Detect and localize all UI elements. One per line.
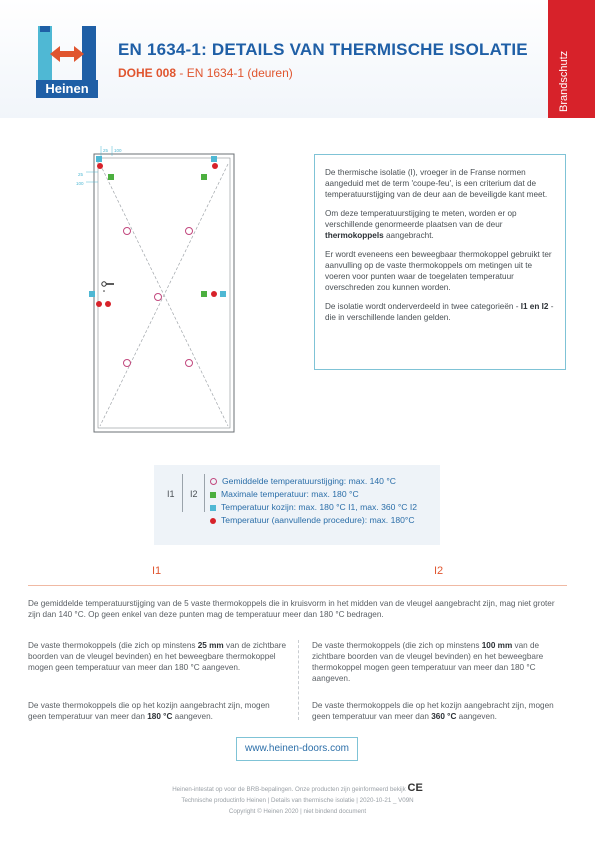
legend-label: Gemiddelde temperatuurstijging: max. 140 °C	[222, 476, 396, 486]
avg-temp-marker	[124, 228, 131, 235]
square-icon	[210, 492, 216, 498]
i1-paragraph	[28, 700, 290, 722]
legend-item-avg	[210, 476, 396, 486]
dim-label: 25	[103, 148, 109, 153]
avg-temp-marker	[186, 360, 193, 367]
info-paragraph	[325, 301, 555, 323]
dim-label: 100	[114, 148, 122, 153]
square-icon	[210, 505, 216, 511]
legend-item-extra	[210, 515, 415, 525]
legend-label: Temperatuur (aanvullende procedure): max. 180°C	[221, 515, 415, 525]
circle-icon	[210, 478, 217, 485]
para-text: van de zichtbare boorden van de vleugel bevinden) en het beweegbare thermokoppel mogen geen temperatuur van meer dan 180 °C aangeven.	[312, 641, 544, 683]
logo-mark-icon	[36, 24, 98, 82]
dim-label: 25	[78, 172, 84, 177]
page-title: EN 1634-1: DETAILS VAN THERMISCHE ISOLATIE	[118, 40, 528, 59]
info-paragraph: De thermische isolatie (I), vroeger in de Franse normen aangeduid met de term 'coupe-feu', is een criterium dat de temperatuurstijging van de deur aan de beveiligde kant meet.	[325, 168, 548, 199]
column-heading-i1: I1	[152, 565, 162, 577]
page-subtitle	[118, 66, 293, 80]
frame-sensor-marker	[96, 156, 102, 162]
door-diagram	[74, 142, 244, 438]
dim-label: 100	[76, 181, 84, 186]
para-emphasis: 100 mm	[481, 641, 513, 650]
info-paragraph	[325, 208, 555, 241]
max-temp-marker	[108, 174, 114, 180]
i2-paragraph	[312, 640, 568, 684]
legend-label: Temperatuur kozijn: max. 180 °C I1, max. 360 °C I2	[221, 502, 418, 512]
para-emphasis: 360 °C	[431, 712, 457, 721]
para-text: De vaste thermokoppels (die zich op minstens	[312, 641, 482, 650]
avg-temp-marker	[155, 294, 162, 301]
legend-i2-label: I2	[190, 489, 198, 499]
avg-temp-marker	[186, 228, 193, 235]
footer-line: Copyright © Heinen 2020 | niet bindend document	[228, 808, 367, 815]
para-text: aangeven.	[456, 712, 497, 721]
door-leaf	[98, 158, 230, 428]
legend-i1-label: I1	[167, 489, 175, 499]
para-text: van de zichtbare boorden van de vleugel bevinden) en het beweegbare thermokoppel mogen geen temperatuur van meer dan 180 °C aangeven.	[28, 641, 287, 672]
column-heading-i2: I2	[434, 565, 444, 577]
category-tab-label: Brandschutz	[558, 50, 570, 112]
footer-line	[60, 782, 535, 794]
para-text: De vaste thermokoppels die op het kozijn aangebracht zijn, mogen geen temperatuur van meer dan	[312, 701, 554, 721]
doc-code: DOHE 008	[118, 66, 177, 80]
info-text: Om deze temperatuurstijging te meten, worden er op verschillende genormeerde plaatsen van de deur	[325, 209, 517, 229]
para-emphasis: 25 mm	[197, 641, 224, 650]
avg-temp-marker	[124, 360, 131, 367]
legend-divider	[204, 474, 205, 512]
doc-standard: - EN 1634-1 (deuren)	[176, 66, 293, 80]
door-handle-icon	[102, 282, 106, 286]
para-text: De vaste thermokoppels die op het kozijn aangebracht zijn, mogen geen temperatuur van meer dan	[28, 701, 270, 721]
info-text: - die in verschillende landen gelden.	[325, 302, 554, 322]
logo-wordmark: Heinen	[36, 80, 98, 98]
legend-divider	[182, 474, 183, 512]
max-temp-marker	[201, 291, 207, 297]
additional-sensor-marker	[105, 301, 111, 307]
para-emphasis: 180 °C	[147, 712, 173, 721]
info-emphasis: I1 en I2	[520, 302, 549, 311]
dot-icon	[210, 518, 216, 524]
info-paragraph: Er wordt eveneens een beweegbaar thermokoppel gebruikt ter aanvulling op de vaste thermokoppels om metingen uit te voeren voor punten waar de toegelaten temperatuur overschreden zou kunnen worden.	[325, 250, 552, 292]
category-tab	[548, 0, 595, 118]
ce-mark: CE	[407, 782, 423, 794]
footer-line: Technische productinfo Heinen | Details van thermische isolatie | 2020-10-21 _ V09N	[181, 797, 414, 804]
i1-paragraph	[28, 640, 290, 673]
para-text: De vaste thermokoppels (die zich op minstens	[28, 641, 198, 650]
additional-sensor-marker	[97, 163, 103, 169]
frame-sensor-marker	[89, 291, 95, 297]
additional-sensor-marker	[211, 291, 217, 297]
additional-sensor-marker	[96, 301, 102, 307]
info-text: De isolatie wordt onderverdeeld in twee categorieën -	[325, 302, 521, 311]
legend-item-max	[210, 489, 359, 499]
i2-paragraph	[312, 700, 568, 722]
info-box	[314, 154, 566, 370]
info-emphasis: thermokoppels	[325, 231, 384, 240]
max-temp-marker	[201, 174, 207, 180]
para-text: aangeven.	[172, 712, 213, 721]
intro-paragraph: De gemiddelde temperatuurstijging van de 5 vaste thermokoppels die in kruisvorm in het midden van de vleugel aangebracht zijn, mag niet groter zijn dan 140 °C. Op geen enkel van deze punten mag de temperatuur meer dan 180 °C bedragen.	[28, 599, 555, 619]
footer-text: Heinen-intestat op voor de BRB-bepalingen. Onze producten zijn geinformeerd bekijk	[172, 786, 406, 793]
legend-label: Maximale temperatuur: max. 180 °C	[221, 489, 359, 499]
column-separator	[298, 640, 299, 720]
frame-sensor-marker	[220, 291, 226, 297]
website-link[interactable]: www.heinen-doors.com	[236, 737, 358, 761]
keyhole-icon	[103, 290, 105, 292]
info-text: aangebracht.	[383, 231, 434, 240]
divider	[28, 585, 567, 586]
legend-item-frame	[210, 502, 417, 512]
frame-sensor-marker	[211, 156, 217, 162]
additional-sensor-marker	[212, 163, 218, 169]
